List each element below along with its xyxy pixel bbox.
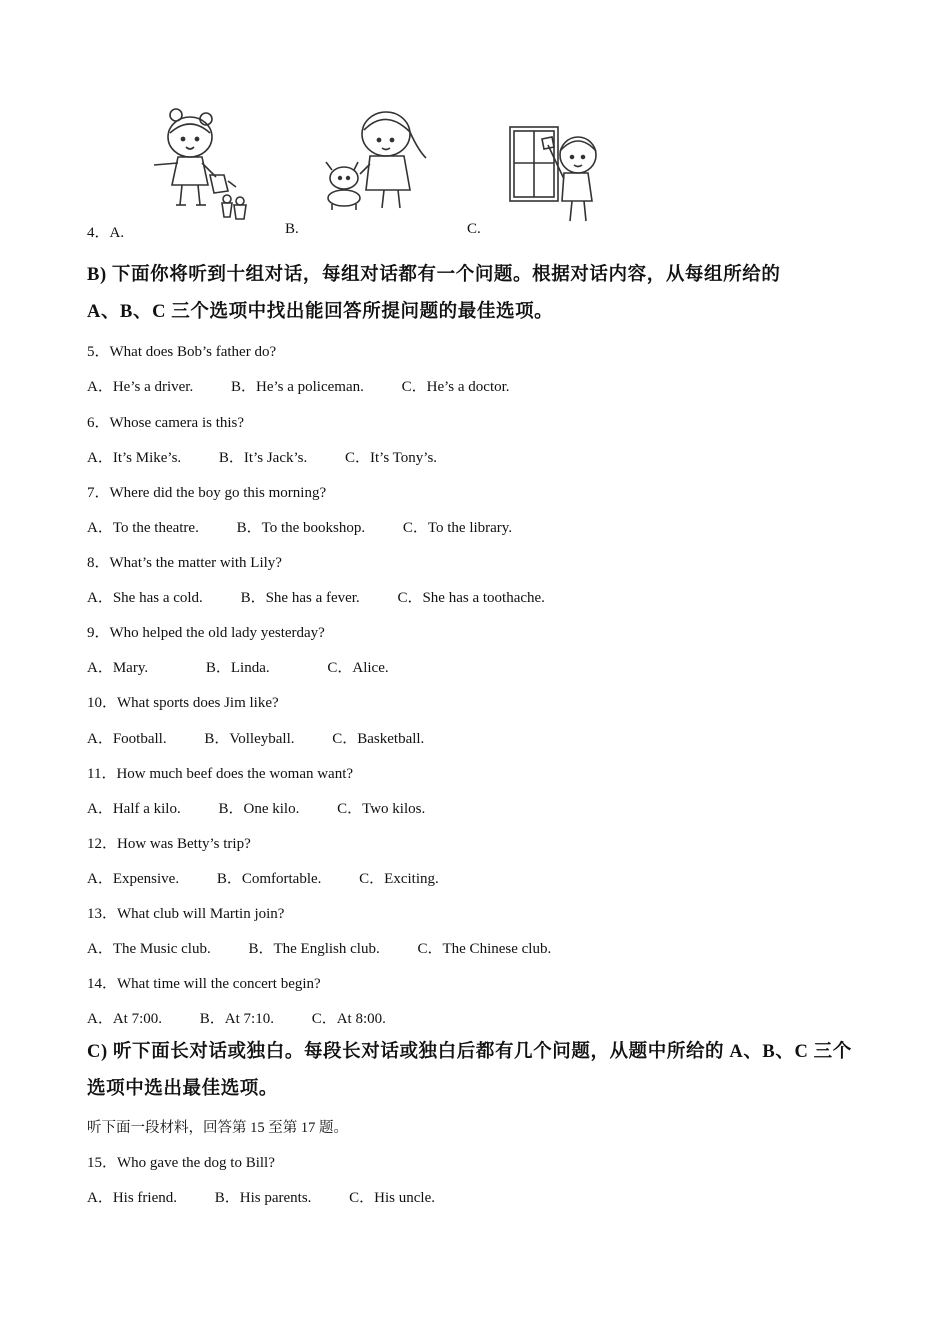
question-5-option-a: A．He’s a driver. — [87, 379, 194, 395]
question-7-option-c: C．To the library. — [402, 520, 513, 536]
question-8-option-b: B．She has a fever. — [240, 590, 360, 606]
question-13-option-c: C．The Chinese club. — [417, 941, 552, 957]
question-4-options — [87, 221, 787, 241]
question-14-option-a: A．At 7:00. — [87, 1011, 163, 1027]
question-15-options — [87, 1186, 435, 1207]
question-15-option-a: A．His friend. — [87, 1190, 177, 1206]
section-c-heading — [87, 1034, 867, 1108]
question-7-options — [87, 516, 512, 537]
question-10-text: 10．What sports does Jim like? — [87, 695, 279, 711]
question-15-option-b: B．His parents. — [214, 1190, 312, 1206]
section-c-heading-line1: C) 听下面长对话或独白。每段长对话或独白后都有几个问题，从题中所给的 A、B、C 三个 — [87, 1042, 852, 1062]
section-b-heading-line1: B) 下面你将听到十组对话，每组对话都有一个问题。根据对话内容，从每组所给的 — [87, 265, 781, 285]
question-5-options — [87, 375, 510, 396]
question-12-option-a: A．Expensive. — [87, 871, 180, 887]
question-10-options — [87, 727, 424, 748]
question-4-option-c: C. — [467, 221, 481, 237]
question-6-text: 6．Whose camera is this? — [87, 415, 245, 431]
question-10-option-c: C．Basketball. — [332, 731, 425, 747]
question-11-options — [87, 797, 425, 818]
question-9-option-a: A．Mary. — [87, 660, 149, 676]
girl-watering-flowers-picture — [148, 107, 250, 225]
question-12-options — [87, 867, 439, 888]
question-11-option-c: C．Two kilos. — [337, 801, 426, 817]
question-8-option-a: A．She has a cold. — [87, 590, 203, 606]
question-7-option-a: A．To the theatre. — [87, 520, 199, 536]
question-8-option-c: C．She has a toothache. — [397, 590, 545, 606]
question-11-option-b: B．One kilo. — [218, 801, 300, 817]
question-10-option-b: B．Volleyball. — [204, 731, 295, 747]
question-8-options — [87, 586, 545, 607]
question-4-option-b: B. — [285, 221, 299, 237]
question-6-option-c: C．It’s Tony’s. — [345, 450, 438, 466]
question-14-option-c: C．At 8:00. — [311, 1011, 386, 1027]
question-9-options — [87, 656, 389, 677]
question-13-option-b: B．The English club. — [248, 941, 380, 957]
question-6-option-a: A．It’s Mike’s. — [87, 450, 182, 466]
question-5-option-b: B．He’s a policeman. — [230, 379, 364, 395]
question-5-text: 5．What does Bob’s father do? — [87, 344, 277, 360]
question-12-option-c: C．Exciting. — [359, 871, 439, 887]
section-b-heading — [87, 257, 867, 331]
section-b-heading-line2: A、B、C 三个选项中找出能回答所提问题的最佳选项。 — [87, 302, 554, 322]
girl-cleaning-window-picture — [508, 125, 598, 223]
question-9-text: 9．Who helped the old lady yesterday? — [87, 625, 325, 641]
question-14-option-b: B．At 7:10. — [199, 1011, 274, 1027]
question-13-option-a: A．The Music club. — [87, 941, 211, 957]
question-11-text: 11．How much beef does the woman want? — [87, 766, 354, 782]
question-7-option-b: B．To the bookshop. — [236, 520, 366, 536]
question-13-options — [87, 937, 551, 958]
question-10-option-a: A．Football. — [87, 731, 167, 747]
question-15-option-c: C．His uncle. — [349, 1190, 435, 1206]
question-9-option-b: B．Linda. — [205, 660, 270, 676]
question-6-option-b: B．It’s Jack’s. — [218, 450, 308, 466]
question-4-pictures — [0, 105, 950, 230]
question-11-option-a: A．Half a kilo. — [87, 801, 181, 817]
girl-feeding-dog-picture — [322, 110, 432, 212]
question-15-text: 15．Who gave the dog to Bill? — [87, 1155, 275, 1171]
question-13-text: 13．What club will Martin join? — [87, 906, 285, 922]
question-4-label: 4．A. — [87, 225, 125, 241]
question-7-text: 7．Where did the boy go this morning? — [87, 485, 327, 501]
question-9-option-c: C．Alice. — [327, 660, 389, 676]
question-5-option-c: C．He’s a doctor. — [401, 379, 510, 395]
question-8-text: 8．What’s the matter with Lily? — [87, 555, 282, 571]
section-c-heading-line2: 选项中选出最佳选项。 — [87, 1079, 279, 1099]
question-6-options — [87, 446, 437, 467]
section-c-instruction: 听下面一段材料，回答第 15 至第 17 题。 — [87, 1120, 348, 1136]
question-12-option-b: B．Comfortable. — [216, 871, 322, 887]
question-14-text: 14．What time will the concert begin? — [87, 976, 321, 992]
question-14-options — [87, 1007, 386, 1028]
question-12-text: 12．How was Betty’s trip? — [87, 836, 251, 852]
